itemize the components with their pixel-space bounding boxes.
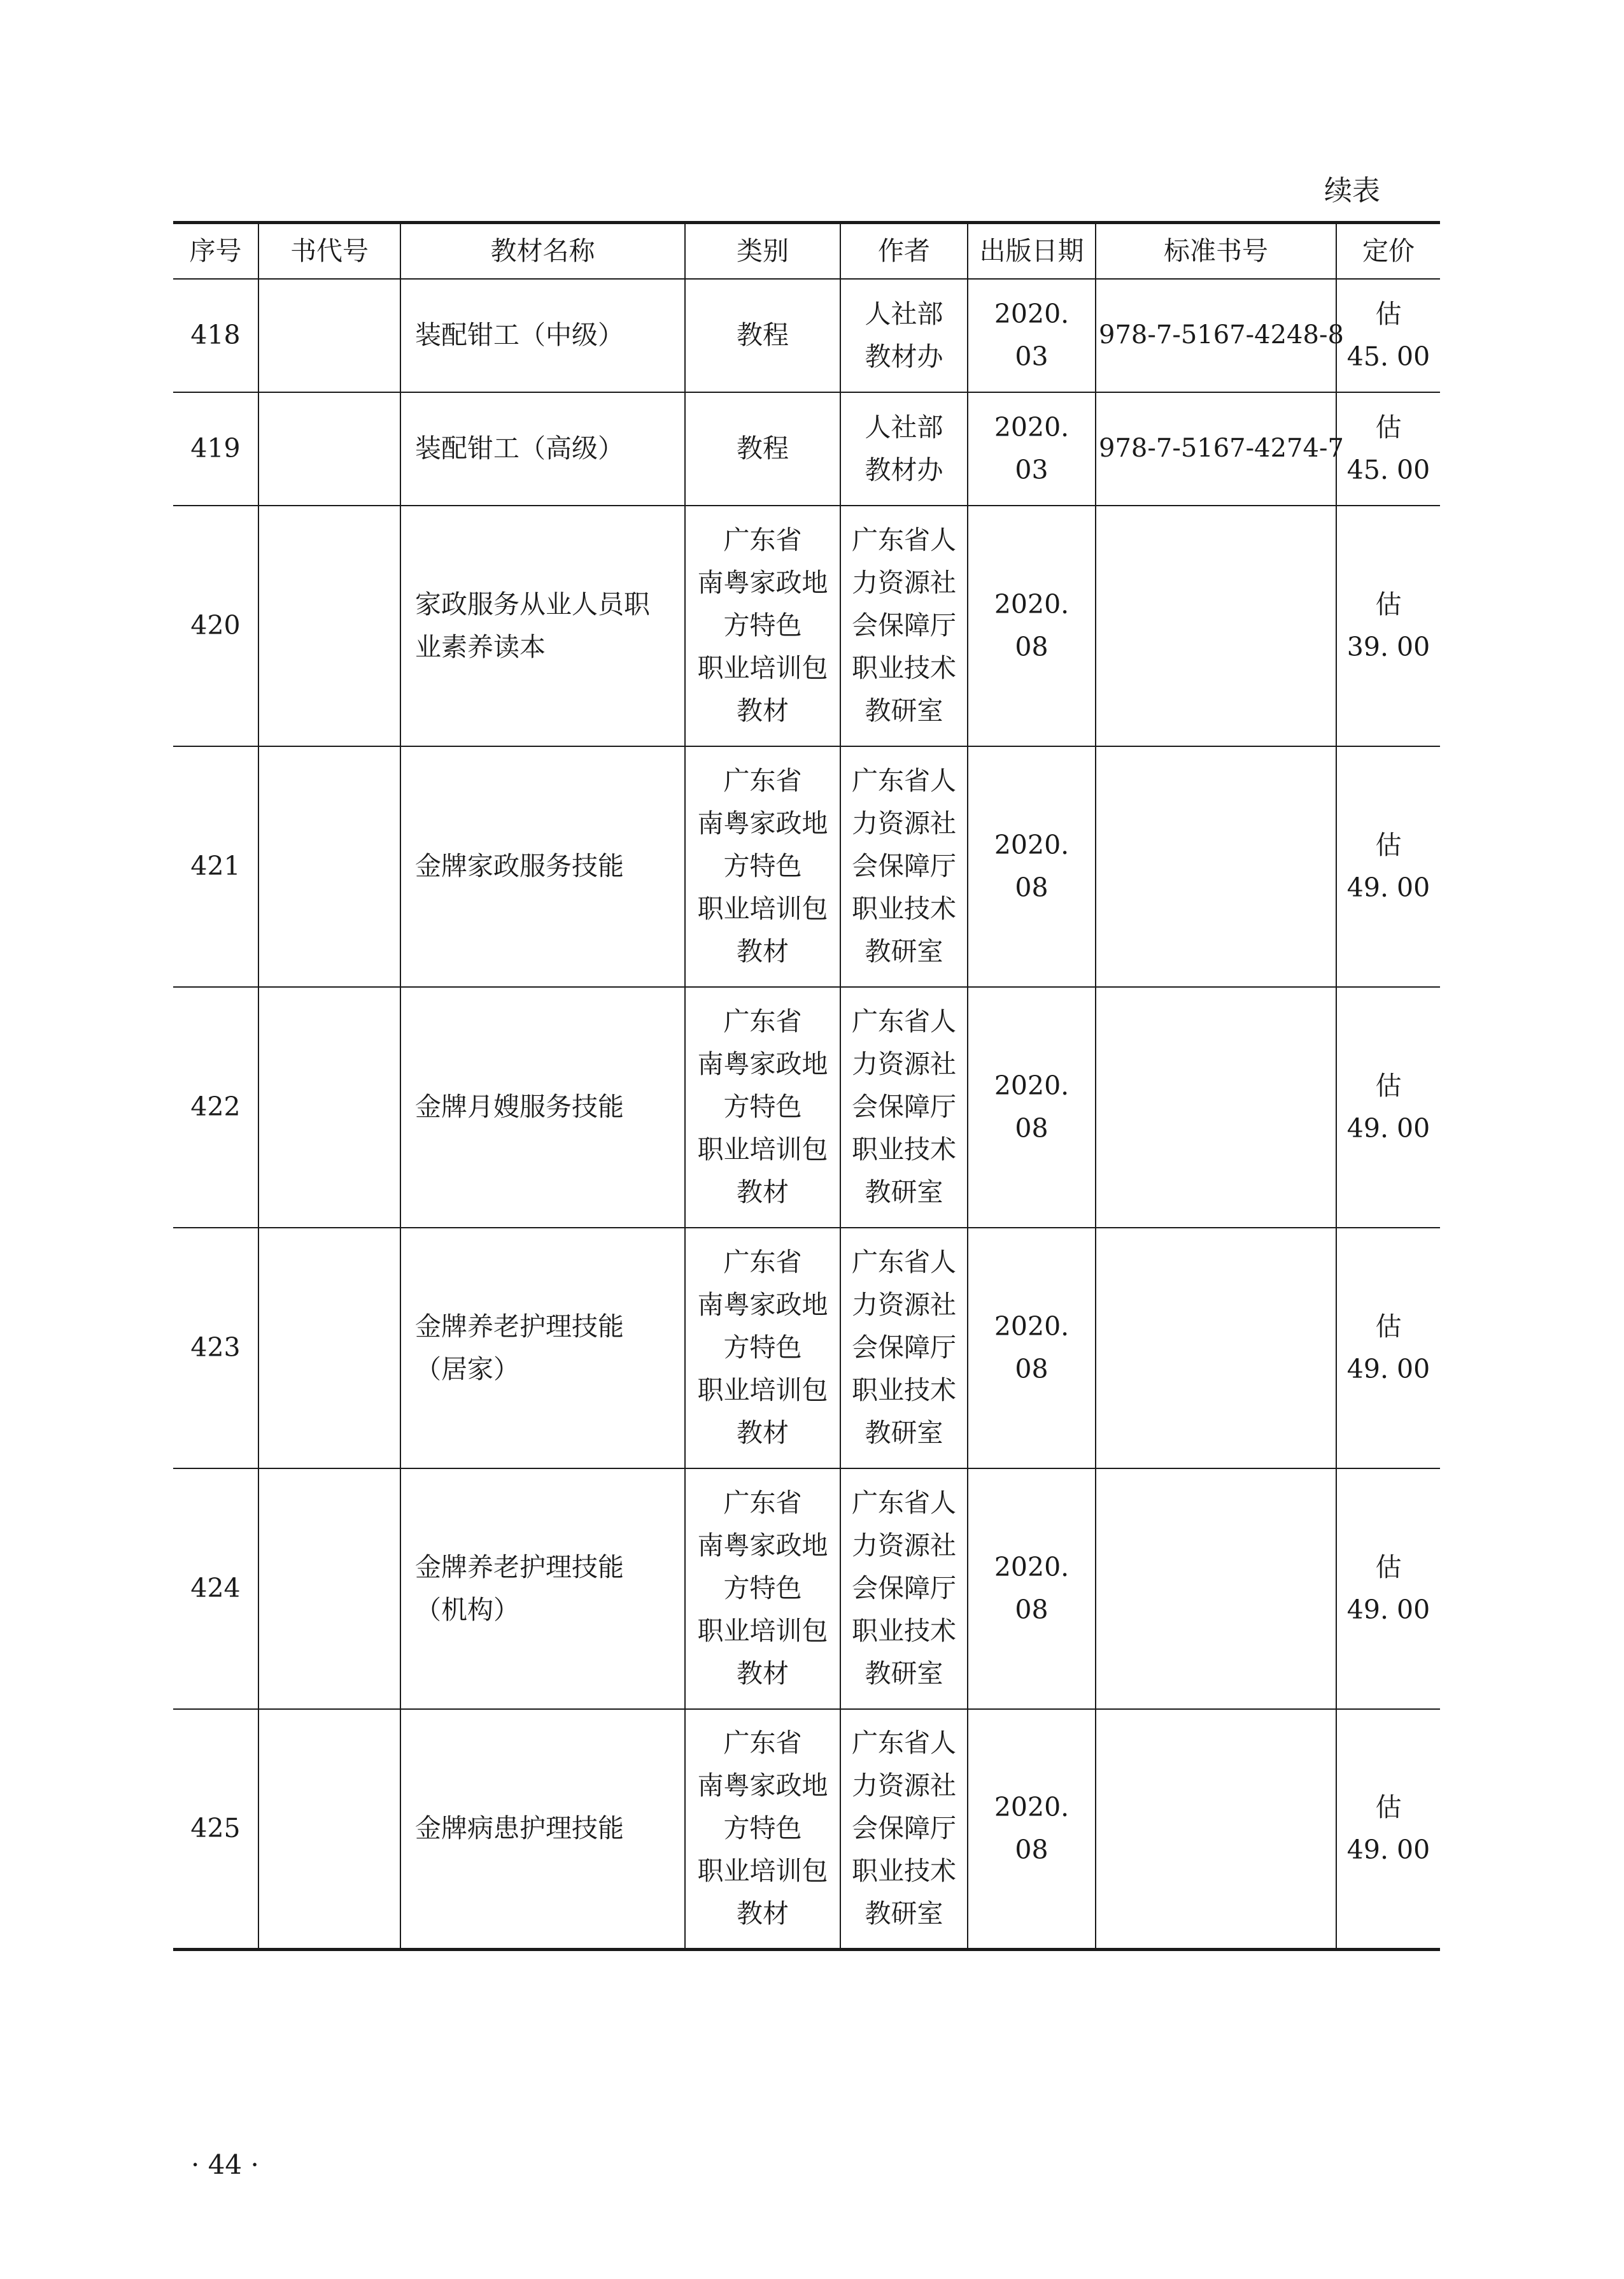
cell-category: 教程 xyxy=(685,392,840,506)
cell-book-code xyxy=(258,1468,400,1709)
cell-isbn xyxy=(1096,746,1336,987)
cell-price: 估 49. 00 xyxy=(1336,987,1440,1228)
cell-author: 人社部 教材办 xyxy=(840,279,968,392)
header-pub-date: 出版日期 xyxy=(968,223,1096,279)
cell-book-code xyxy=(258,1709,400,1950)
table-row xyxy=(173,1709,1440,1950)
cell-author: 广东省人 力资源社 会保障厅 职业技术 教研室 xyxy=(840,1709,968,1950)
cell-book-code xyxy=(258,392,400,506)
cell-book-code xyxy=(258,987,400,1228)
cell-isbn xyxy=(1096,987,1336,1228)
header-category: 类别 xyxy=(685,223,840,279)
cell-pub-date: 2020. 08 xyxy=(968,506,1096,746)
header-title: 教材名称 xyxy=(400,223,685,279)
cell-isbn xyxy=(1096,1709,1336,1950)
cell-category: 广东省 南粤家政地 方特色 职业培训包 教材 xyxy=(685,1228,840,1468)
cell-serial-no: 418 xyxy=(173,279,258,392)
cell-book-code xyxy=(258,506,400,746)
cell-author: 广东省人 力资源社 会保障厅 职业技术 教研室 xyxy=(840,746,968,987)
cell-serial-no: 423 xyxy=(173,1228,258,1468)
cell-author: 广东省人 力资源社 会保障厅 职业技术 教研室 xyxy=(840,506,968,746)
cell-title: 装配钳工（中级） xyxy=(400,279,685,392)
cell-author: 广东省人 力资源社 会保障厅 职业技术 教研室 xyxy=(840,987,968,1228)
cell-serial-no: 420 xyxy=(173,506,258,746)
header-price: 定价 xyxy=(1336,223,1440,279)
cell-title: 金牌养老护理技能（机构） xyxy=(400,1468,685,1709)
header-isbn: 标准书号 xyxy=(1096,223,1336,279)
cell-isbn xyxy=(1096,1468,1336,1709)
continued-table-label: 续表 xyxy=(1324,174,1380,207)
cell-title: 金牌病患护理技能 xyxy=(400,1709,685,1950)
cell-category: 广东省 南粤家政地 方特色 职业培训包 教材 xyxy=(685,506,840,746)
cell-price: 估 49. 00 xyxy=(1336,1468,1440,1709)
table-row xyxy=(173,506,1440,746)
cell-serial-no: 424 xyxy=(173,1468,258,1709)
cell-price: 估 49. 00 xyxy=(1336,1709,1440,1950)
cell-category: 教程 xyxy=(685,279,840,392)
cell-pub-date: 2020. 03 xyxy=(968,279,1096,392)
cell-pub-date: 2020. 03 xyxy=(968,392,1096,506)
cell-pub-date: 2020. 08 xyxy=(968,1228,1096,1468)
cell-author: 广东省人 力资源社 会保障厅 职业技术 教研室 xyxy=(840,1228,968,1468)
textbook-catalog-table xyxy=(173,221,1440,1951)
table-row xyxy=(173,987,1440,1228)
cell-title: 装配钳工（高级） xyxy=(400,392,685,506)
cell-serial-no: 425 xyxy=(173,1709,258,1950)
table-row xyxy=(173,1228,1440,1468)
table-row xyxy=(173,1468,1440,1709)
cell-serial-no: 422 xyxy=(173,987,258,1228)
cell-title: 金牌月嫂服务技能 xyxy=(400,987,685,1228)
cell-category: 广东省 南粤家政地 方特色 职业培训包 教材 xyxy=(685,987,840,1228)
cell-book-code xyxy=(258,1228,400,1468)
cell-isbn: 978-7-5167-4274-7 xyxy=(1096,392,1336,506)
table-row xyxy=(173,279,1440,392)
table-row xyxy=(173,746,1440,987)
cell-isbn: 978-7-5167-4248-8 xyxy=(1096,279,1336,392)
cell-book-code xyxy=(258,746,400,987)
cell-price: 估 45. 00 xyxy=(1336,279,1440,392)
cell-isbn xyxy=(1096,506,1336,746)
page-number: · 44 · xyxy=(191,2149,259,2180)
cell-pub-date: 2020. 08 xyxy=(968,987,1096,1228)
cell-title: 金牌养老护理技能（居家） xyxy=(400,1228,685,1468)
cell-pub-date: 2020. 08 xyxy=(968,746,1096,987)
cell-author: 人社部 教材办 xyxy=(840,392,968,506)
cell-serial-no: 419 xyxy=(173,392,258,506)
header-author: 作者 xyxy=(840,223,968,279)
cell-category: 广东省 南粤家政地 方特色 职业培训包 教材 xyxy=(685,746,840,987)
cell-author: 广东省人 力资源社 会保障厅 职业技术 教研室 xyxy=(840,1468,968,1709)
table-header-row xyxy=(173,223,1440,279)
cell-price: 估 39. 00 xyxy=(1336,506,1440,746)
cell-serial-no: 421 xyxy=(173,746,258,987)
cell-price: 估 49. 00 xyxy=(1336,746,1440,987)
cell-title: 金牌家政服务技能 xyxy=(400,746,685,987)
cell-book-code xyxy=(258,279,400,392)
cell-pub-date: 2020. 08 xyxy=(968,1709,1096,1950)
header-book-code: 书代号 xyxy=(258,223,400,279)
cell-title: 家政服务从业人员职业素养读本 xyxy=(400,506,685,746)
header-serial-no: 序号 xyxy=(173,223,258,279)
cell-pub-date: 2020. 08 xyxy=(968,1468,1096,1709)
cell-price: 估 49. 00 xyxy=(1336,1228,1440,1468)
cell-category: 广东省 南粤家政地 方特色 职业培训包 教材 xyxy=(685,1709,840,1950)
cell-price: 估 45. 00 xyxy=(1336,392,1440,506)
cell-isbn xyxy=(1096,1228,1336,1468)
table-row xyxy=(173,392,1440,506)
cell-category: 广东省 南粤家政地 方特色 职业培训包 教材 xyxy=(685,1468,840,1709)
